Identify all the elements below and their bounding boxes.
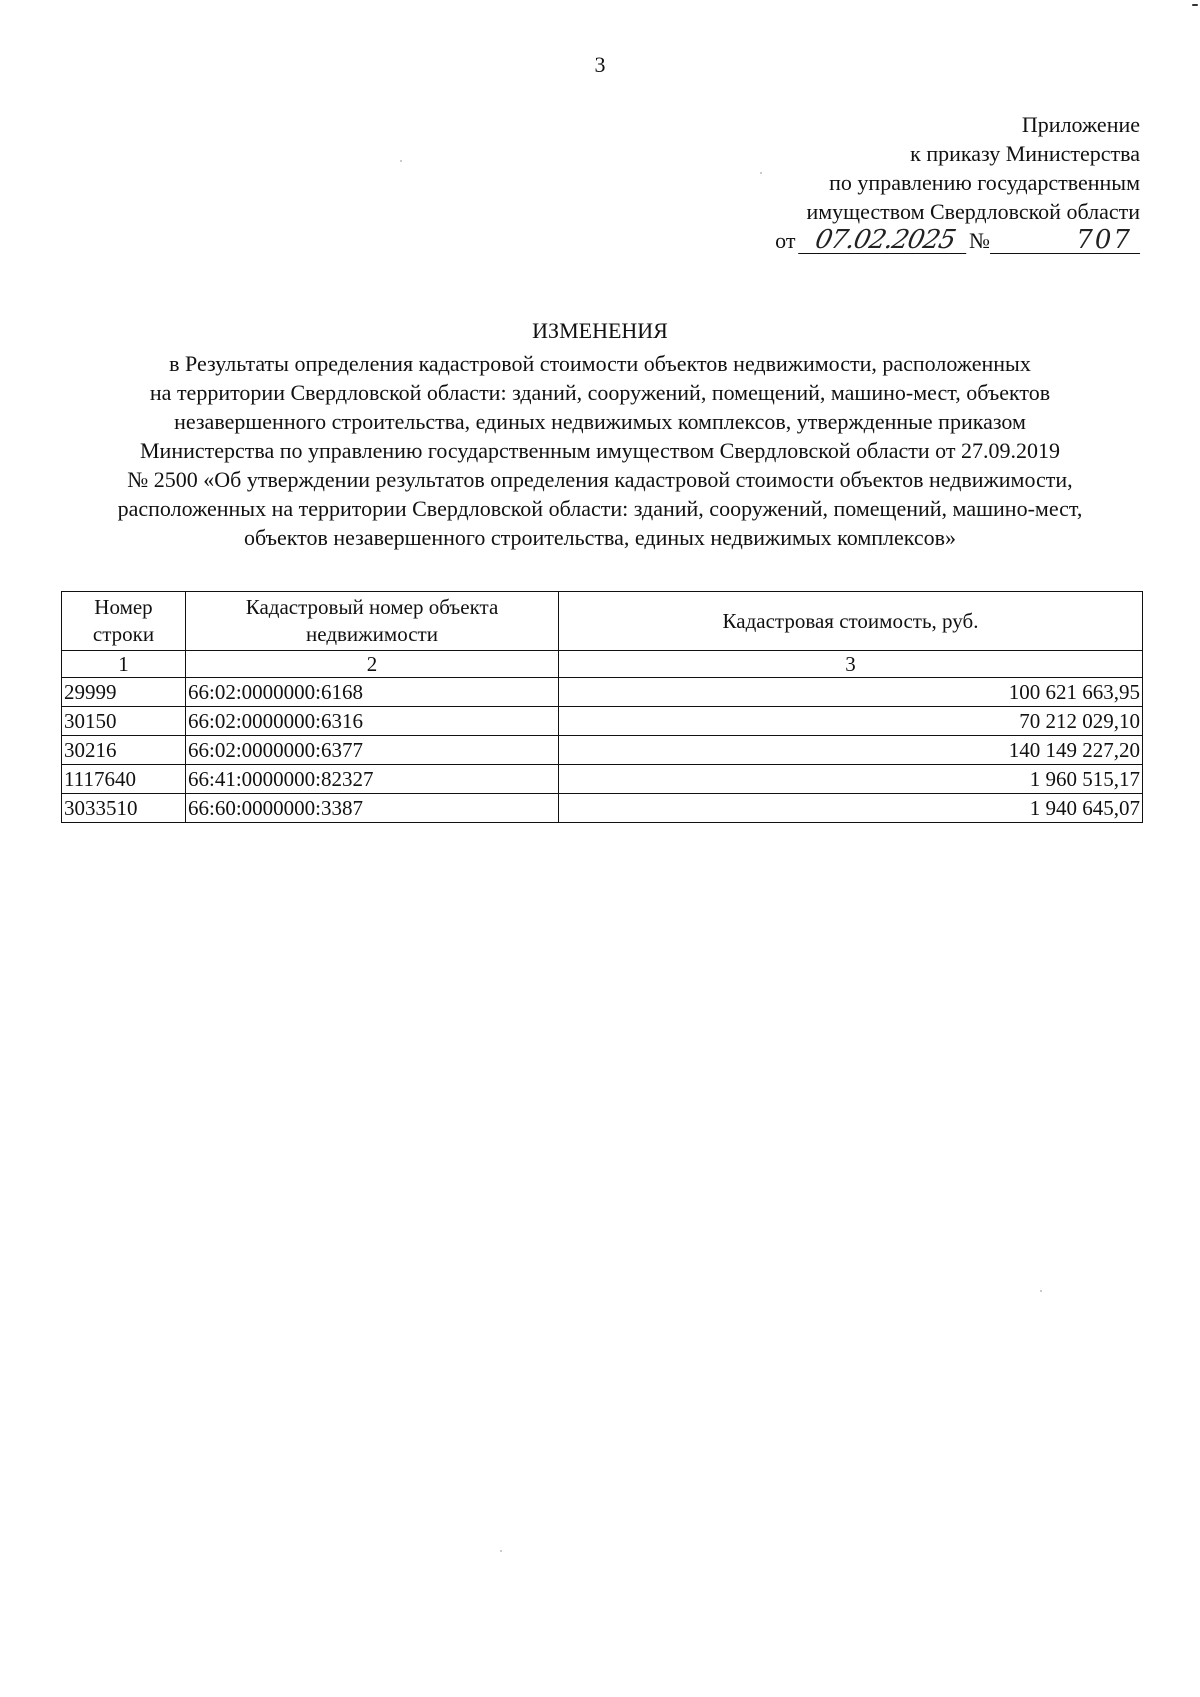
header-cadastral-cost: Кадастровая стоимость, руб. — [559, 592, 1143, 651]
table-header-row — [62, 592, 1143, 651]
cadastral-cost-cell: 1 940 645,07 — [559, 794, 1143, 823]
cadastral-number-cell: 66:02:0000000:6377 — [186, 736, 559, 765]
cadastral-table-wrapper — [61, 591, 1143, 823]
subtitle-line: № 2500 «Об утверждении результатов определения кадастровой стоимости объектов недвижимости, — [127, 467, 1073, 492]
cadastral-cost-cell: 140 149 227,20 — [559, 736, 1143, 765]
column-number: 1 — [62, 651, 186, 678]
appendix-block — [775, 110, 1140, 255]
header-row-number: Номер строки — [62, 592, 186, 651]
scan-speck — [1040, 1290, 1042, 1292]
cadastral-number-cell: 66:41:0000000:82327 — [186, 765, 559, 794]
table-row — [62, 707, 1143, 736]
cadastral-number-cell: 66:02:0000000:6168 — [186, 678, 559, 707]
order-number-handwritten: 707 — [990, 227, 1140, 254]
column-number: 3 — [559, 651, 1143, 678]
subtitle-line: в Результаты определения кадастровой стоимости объектов недвижимости, расположенных — [169, 351, 1031, 376]
cadastral-table — [61, 591, 1143, 823]
scan-speck — [760, 172, 762, 174]
row-number-cell: 30150 — [62, 707, 186, 736]
row-number-cell: 29999 — [62, 678, 186, 707]
cadastral-cost-cell: 100 621 663,95 — [559, 678, 1143, 707]
subtitle-line: незавершенного строительства, единых недвижимых комплексов, утвержденные приказом — [174, 409, 1026, 434]
header-cadastral-number: Кадастровый номер объекта недвижимости — [186, 592, 559, 651]
cadastral-cost-cell: 1 960 515,17 — [559, 765, 1143, 794]
subtitle-line: на территории Свердловской области: зданий, сооружений, помещений, машино-мест, объектов — [149, 380, 1051, 405]
scan-speck — [500, 1550, 502, 1552]
cadastral-number-cell: 66:60:0000000:3387 — [186, 794, 559, 823]
row-number-cell: 1117640 — [62, 765, 186, 794]
subtitle-line: Министерства по управлению государственным имуществом Свердловской области от 27.09.2019 — [139, 438, 1060, 463]
subtitle-line: объектов незавершенного строительства, единых недвижимых комплексов» — [243, 525, 957, 550]
subtitle-line: расположенных на территории Свердловской области: зданий, сооружений, помещений, машино-мест, — [117, 496, 1083, 521]
table-row — [62, 794, 1143, 823]
page-number: 3 — [594, 52, 606, 77]
column-number: 2 — [186, 651, 559, 678]
order-date-number-line — [775, 226, 1140, 255]
document-title: ИЗМЕНЕНИЯ — [532, 318, 668, 343]
table-row — [62, 765, 1143, 794]
document-subtitle — [60, 349, 1140, 552]
order-date-handwritten: 07.02.2025 — [798, 227, 972, 254]
column-number-row — [62, 651, 1143, 678]
scan-edge-mark — [1192, 4, 1198, 6]
appendix-line: по управлению государственным — [829, 170, 1140, 195]
row-number-cell: 3033510 — [62, 794, 186, 823]
order-number-prefix: № — [969, 228, 990, 253]
order-date-prefix: от — [775, 228, 796, 253]
row-number-cell: 30216 — [62, 736, 186, 765]
cadastral-number-cell: 66:02:0000000:6316 — [186, 707, 559, 736]
table-row — [62, 678, 1143, 707]
scan-speck — [400, 160, 402, 162]
appendix-line: имуществом Свердловской области — [806, 199, 1140, 224]
cadastral-cost-cell: 70 212 029,10 — [559, 707, 1143, 736]
appendix-line: Приложение — [1021, 112, 1140, 137]
appendix-line: к приказу Министерства — [910, 141, 1140, 166]
table-row — [62, 736, 1143, 765]
